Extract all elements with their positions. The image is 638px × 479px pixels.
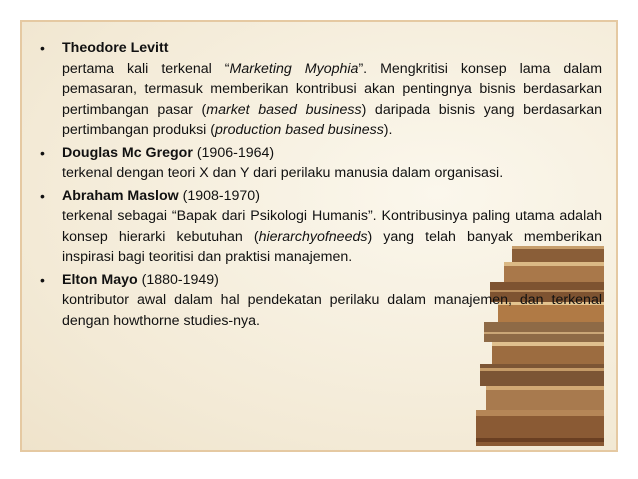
- description-text: ”. Mengkritisi konsep lama dalam pemasaran, termasuk memberikan kontribusi akan pentingnya bisnis berdasarkan pertimbangan pasar (: [62, 60, 603, 118]
- bullet-item: [36, 186, 602, 207]
- bullet-item: [36, 143, 602, 164]
- person-years: (1906-1964): [192, 144, 275, 161]
- bullet-item: [36, 38, 602, 59]
- person-name: Abraham Maslow: [62, 187, 179, 204]
- bullet-icon: •: [40, 144, 45, 161]
- person-years: (1908-1970): [178, 187, 260, 204]
- person-description: [36, 59, 602, 141]
- bullet-icon: •: [40, 271, 45, 288]
- description-text: ) yang telah banyak memberikan inspirasi bagi teoritisi dan praktisi manajemen.: [62, 228, 602, 265]
- description-text: Marketing Myophia: [229, 60, 359, 77]
- person-name: Douglas Mc Gregor: [62, 144, 193, 161]
- person-years: (1880-1949): [137, 271, 219, 288]
- bullet-icon: •: [40, 40, 45, 56]
- description-text: ) daripada bisnis yang berdasarkan pertimbangan produksi (: [62, 101, 602, 138]
- person-description: [36, 290, 602, 331]
- person-description: [36, 206, 602, 268]
- person-name: Elton Mayo: [62, 271, 138, 288]
- description-text: market based business: [206, 101, 362, 118]
- description-text: production based business: [215, 122, 384, 138]
- description-text: terkenal sebagai “Bapak dari Psikologi Humanis”. Kontribusinya paling utama adalah konsep hierarki kebutuhan (: [62, 208, 602, 245]
- bullet-list: [36, 38, 602, 333]
- bullet-icon: •: [40, 187, 45, 204]
- person-description: [36, 163, 602, 184]
- description-text: pertama kali terkenal “: [62, 60, 230, 77]
- person-name: Theodore Levitt: [62, 40, 169, 56]
- description-text: hierarchyofneeds: [258, 228, 368, 245]
- slide: [20, 20, 618, 452]
- description-text: ).: [383, 122, 393, 138]
- description-text: kontributor awal dalam hal pendekatan perilaku dalam manajemen, dan terkenal dengan howthorne studies-nya.: [62, 292, 602, 329]
- bullet-item: [36, 270, 602, 291]
- description-text: terkenal dengan teori X dan Y dari perilaku manusia dalam organisasi.: [62, 165, 504, 181]
